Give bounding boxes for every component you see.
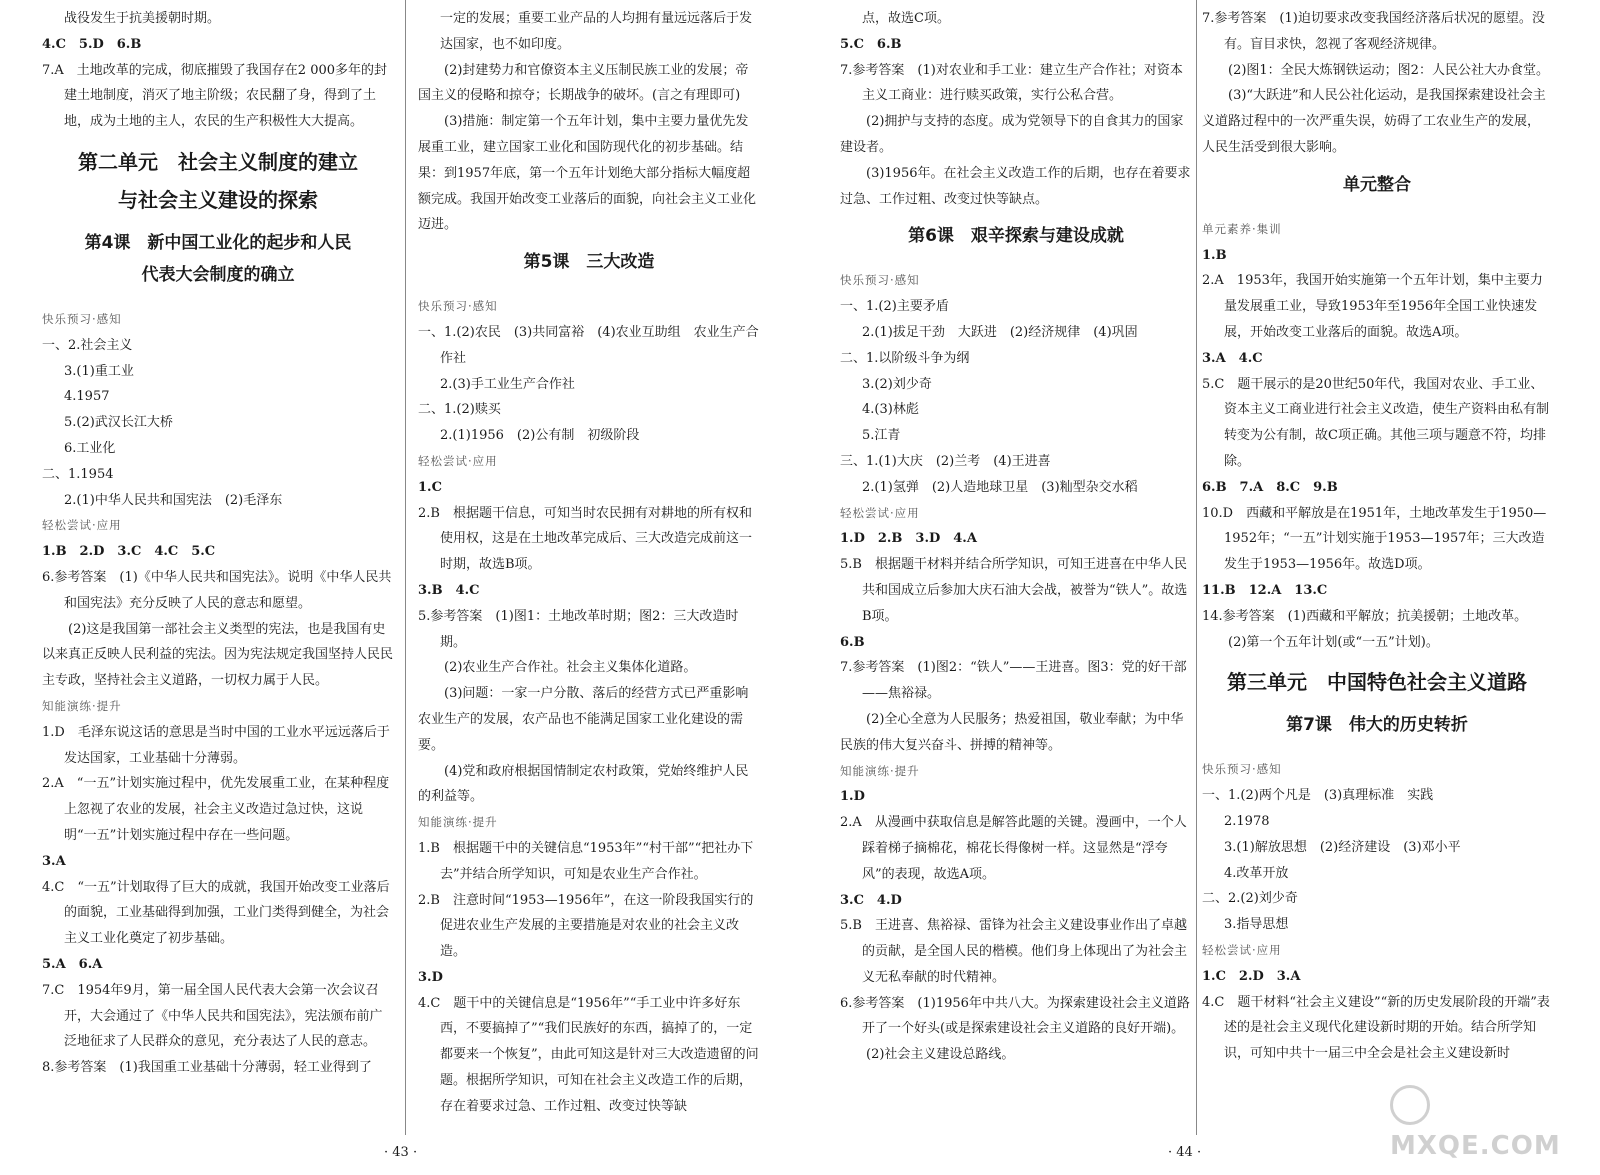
answer-line: 2.A “一五”计划实施过程中，优先发展重工业，在某种程度上忽视了农业的发展，社会主义改造过急过快，这说明“一五”计划实施过程中存在一些问题。 <box>42 776 390 843</box>
answer-line: 4.(3)林彪 <box>862 402 919 418</box>
answer-line: 一、1.(2)两个凡是 (3)真理标准 实践 <box>1202 788 1434 804</box>
column-divider-right <box>1196 0 1197 1135</box>
answer-line: (2)社会主义建设总路线。 <box>866 1047 1015 1063</box>
answer-line: 5.A 6.A <box>42 956 103 972</box>
answer-line: 一、1.(2)主要矛盾 <box>840 299 949 315</box>
answer-line: 3.(1)重工业 <box>64 363 134 379</box>
watermark-badge-icon <box>1390 1085 1430 1125</box>
answer-line: 一、2.社会主义 <box>42 337 133 353</box>
answer-line: 4.C 题干中的关键信息是“1956年”“手工业中许多好东西，不要搞掉了”“我们民族好的东西，搞掉了的，一定都要来一个恢复”，由此可知这是针对三大改造遗留的问题。根据所学知识，可知在社会主义改造工作的后期，存在着要求过急、工作过粗、改变过快等缺 <box>418 995 759 1114</box>
answer-line: 2.(1)1956 (2)公有制 初级阶段 <box>440 428 640 444</box>
answer-line: 5.B 王进喜、焦裕禄、雷锋为社会主义建设事业作出了卓越的贡献，是全国人民的楷模。他们身上体现出了为社会主义无私奉献的时代精神。 <box>840 918 1188 985</box>
section-label: 轻松尝试·应用 <box>418 453 498 468</box>
answer-line: 1.C 2.D 3.A <box>1202 968 1301 984</box>
answer-line: (2)这是我国第一部社会主义类型的宪法，也是我国有史以来真正反映人民利益的宪法。因为宪法规定我国坚持人民民主专政，坚持社会主义道路，一切权力属于人民。 <box>42 621 394 689</box>
answer-line: 4.C 5.D 6.B <box>42 36 142 52</box>
answer-line: (2)全心全意为人民服务；热爱祖国，敬业奉献；为中华民族的伟大复兴奋斗、拼搏的精神等。 <box>840 711 1184 753</box>
answer-line: 5.江青 <box>862 428 901 444</box>
answer-line: 3.指导思想 <box>1224 917 1289 933</box>
answer-line: 3.B 4.C <box>418 582 480 598</box>
page-number-left: · 43 · <box>384 1145 418 1160</box>
answer-line: 二、1.1954 <box>42 466 114 482</box>
answer-line: 2.B 根据题干信息，可知当时农民拥有对耕地的所有权和使用权，这是在土地改革完成后、三大改造完成前这一时期，故选B项。 <box>418 505 753 573</box>
answer-line: (2)拥护与支持的态度。成为党领导下的自食其力的国家建设者。 <box>840 114 1184 155</box>
answer-line: 7.C 1954年9月，第一届全国人民代表大会第一次会议召开，大会通过了《中华人民共和国宪法》，宪法颁布前广泛地征求了人民群众的意见，充分表达了人民的意志。 <box>42 982 383 1050</box>
answer-line: 2.(1)中华人民共和国宪法 (2)毛泽东 <box>64 492 283 508</box>
section-label: 单元素养·集训 <box>1202 221 1282 236</box>
answer-line: 3.C 4.D <box>840 892 902 908</box>
answer-line: 7.参考答案 (1)对农业和手工业：建立生产合作社；对资本主义工商业：进行赎买政策，实行公私合营。 <box>840 62 1183 104</box>
text-line: (3)措施：制定第一个五年计划，集中主要力量优先发展重工业，建立国家工业化和国防现代化的初步基础。结果：到1957年底，第一个五年计划绝大部分指标大幅度超额完成。我国开始改变工业落后的面貌，向社会主义工业化迈进。 <box>418 114 757 233</box>
answer-line: 7.参考答案 (1)图2：“铁人”——王进喜。图3：党的好干部——焦裕禄。 <box>840 660 1187 702</box>
answer-line: 1.D 2.B 3.D 4.A <box>840 531 977 547</box>
section-label: 知能演练·提升 <box>840 763 920 778</box>
section-label: 快乐预习·感知 <box>840 273 920 288</box>
answer-line: 3.A 4.C <box>1202 350 1263 366</box>
answer-line: 二、2.(2)刘少奇 <box>1202 891 1298 907</box>
answer-line: 2.(1)拔足干劲 大跃进 (2)经济规律 (4)巩固 <box>862 324 1138 340</box>
answer-line: 5.(2)武汉长江大桥 <box>64 415 173 431</box>
answer-line: 1.B 根据题干中的关键信息“1953年”“村干部”“把社办下去”并结合所学知识，可知是农业生产合作社。 <box>418 840 754 882</box>
answer-line: 三、1.(1)大庆 (2)兰考 (4)王进喜 <box>840 453 1051 469</box>
answer-line: 1.D <box>840 789 865 805</box>
text-line: (2)封建势力和官僚资本主义压制民族工业的发展；帝国主义的侵略和掠夺；长期战争的破坏。(言之有理即可) <box>418 62 749 104</box>
column-divider-left <box>405 0 406 1135</box>
lesson-title: 第7课 伟大的历史转折 <box>1286 715 1468 736</box>
answer-line: 3.D <box>418 969 443 985</box>
column-2 <box>418 6 760 1120</box>
answer-line: 一、1.(2)农民 (3)共同富裕 (4)农业互助组 农业生产合作社 <box>418 324 759 366</box>
watermark-logo: MXQE.COM <box>1390 1085 1560 1165</box>
answer-line: 2.1978 <box>1224 813 1270 829</box>
answer-line: 5.参考答案 (1)图1：土地改革时期；图2：三大改造时期。 <box>418 608 739 650</box>
answer-line: 4.改革开放 <box>1224 865 1289 881</box>
page-number-right: · 44 · <box>1168 1145 1202 1160</box>
answer-line: 4.1957 <box>64 389 110 405</box>
answer-line: 1.C <box>418 479 442 495</box>
answer-line: 二、1.以阶级斗争为纲 <box>840 350 970 366</box>
answer-line: 2.A 1953年，我国开始实施第一个五年计划，集中主要力量发展重工业，导致1953年至1956年全国工业快速发展，开始改变工业落后的面貌。故选A项。 <box>1202 273 1543 340</box>
section-title: 单元整合 <box>1343 174 1411 195</box>
lesson-title: 第5课 三大改造 <box>523 252 655 273</box>
answer-line: 14.参考答案 (1)西藏和平解放；抗美援朝；土地改革。 <box>1202 608 1528 624</box>
answer-line: 2.(1)氢弹 (2)人造地球卫星 (3)籼型杂交水稻 <box>862 479 1138 495</box>
answer-line: (2)第一个五年计划(或“一五”计划)。 <box>1228 634 1439 650</box>
section-label: 轻松尝试·应用 <box>1202 942 1282 957</box>
answer-line: 6.B 7.A 8.C 9.B <box>1202 479 1338 495</box>
section-label: 快乐预习·感知 <box>1202 762 1282 777</box>
answer-line: 6.参考答案 (1)1956年中共八大。为探索建设社会主义道路开了一个好头(或是探索建设社会主义道路的良好开端)。 <box>840 995 1190 1037</box>
answer-line: 1.B 2.D 3.C 4.C 5.C <box>42 544 216 560</box>
answer-line: 6.参考答案 (1)《中华人民共和国宪法》。说明《中华人民共和国宪法》充分反映了人民的意志和愿望。 <box>42 569 392 611</box>
answer-line: 7.参考答案 (1)迫切要求改变我国经济落后状况的愿望。没有。盲目求快，忽视了客观经济规律。 <box>1202 11 1545 52</box>
text-line: 一定的发展；重要工业产品的人均拥有量远远落后于发达国家，也不如印度。 <box>440 11 753 52</box>
unit-title: 第二单元 社会主义制度的建立 与社会主义建设的探索 <box>78 149 358 212</box>
text-line: 战役发生于抗美援朝时期。 <box>64 11 221 26</box>
answer-line: 7.A 土地改革的完成，彻底摧毁了我国存在2 000多年的封建土地制度，消灭了地主阶级；农民翻了身，得到了土地，成为土地的主人，农民的生产积极性大大提高。 <box>42 62 388 130</box>
answer-line: 6.工业化 <box>64 440 116 456</box>
answer-line: 10.D 西藏和平解放是在1951年，土地改革发生于1950—1952年；“一五”计划实施于1953—1957年；三大改造发生于1953—1956年。故选D项。 <box>1202 505 1547 573</box>
lesson-title: 第4课 新中国工业化的起步和人民 代表大会制度的确立 <box>84 232 352 285</box>
answer-line: 1.D 毛泽东说这话的意思是当时中国的工业水平远远落后于发达国家，工业基础十分薄弱。 <box>42 724 390 766</box>
answer-line: 6.B <box>840 634 865 650</box>
answer-line: (3)“大跃进”和人民公社化运动，是我国探索建设社会主义道路过程中的一次严重失误，妨碍了工农业生产的发展，人民生活受到很大影响。 <box>1202 88 1546 155</box>
column-1 <box>42 6 394 1081</box>
section-label: 知能演练·提升 <box>42 698 122 713</box>
answer-line: 2.(3)手工业生产合作社 <box>440 376 575 392</box>
answer-line: (3)1956年。在社会主义改造工作的后期，也存在着要求过急、工作过粗、改变过快等缺点。 <box>840 165 1191 207</box>
section-label: 快乐预习·感知 <box>418 299 498 314</box>
answer-line: 5.B 根据题干材料并结合所学知识，可知王进喜在中华人民共和国成立后参加大庆石油大会战，被誉为“铁人”。故选B项。 <box>840 557 1188 624</box>
answer-line: 8.参考答案 (1)我国重工业基础十分薄弱，轻工业得到了 <box>42 1060 372 1076</box>
section-label: 知能演练·提升 <box>418 815 498 830</box>
answer-line: (2)图1：全民大炼钢铁运动；图2：人民公社大办食堂。 <box>1228 62 1549 78</box>
answer-line: 二、1.(2)赎买 <box>418 402 501 418</box>
section-label: 快乐预习·感知 <box>42 311 122 326</box>
answer-line: 5.C 6.B <box>840 36 902 52</box>
section-label: 轻松尝试·应用 <box>42 518 122 533</box>
answer-line: (2)农业生产合作社。社会主义集体化道路。 <box>444 660 697 676</box>
column-3 <box>840 6 1192 1068</box>
answer-line: (3)问题：一家一户分散、落后的经营方式已严重影响农业生产的发展，农产品也不能满足国家工业化建设的需要。 <box>418 686 749 753</box>
answer-line: 3.(1)解放思想 (2)经济建设 (3)邓小平 <box>1224 839 1461 855</box>
lesson-title: 第6课 艰辛探索与建设成就 <box>908 226 1124 247</box>
unit-title: 第三单元 中国特色社会主义道路 <box>1227 670 1527 695</box>
answer-line: 5.C 题干展示的是20世纪50年代，我国对农业、手工业、资本主义工商业进行社会主义改造，使生产资料由私有制转变为公有制，故C项正确。其他三项与题意不符，均排除。 <box>1202 376 1550 469</box>
answer-line: 11.B 12.A 13.C <box>1202 582 1328 598</box>
section-label: 轻松尝试·应用 <box>840 505 920 520</box>
text-line: 点，故选C项。 <box>862 11 950 26</box>
column-4 <box>1202 6 1552 1067</box>
answer-line: 1.B <box>1202 247 1227 263</box>
answer-line: 4.C 题干材料“社会主义建设”“新的历史发展阶段的开端”表述的是社会主义现代化建设新时期的开始。结合所学知识，可知中共十一届三中全会是社会主义建设新时 <box>1202 994 1550 1062</box>
answer-line: 3.A <box>42 853 66 869</box>
answer-line: 2.A 从漫画中获取信息是解答此题的关键。漫画中，一个人踩着梯子摘棉花，棉花长得像树一样。这显然是“浮夸风”的表现，故选A项。 <box>840 815 1187 882</box>
answer-line: 2.B 注意时间“1953—1956年”，在这一阶段我国实行的促进农业生产发展的主要措施是对农业的社会主义改造。 <box>418 892 754 960</box>
answer-line: 3.(2)刘少奇 <box>862 376 932 392</box>
answer-line: (4)党和政府根据国情制定农村政策，党始终维护人民的利益等。 <box>418 763 749 805</box>
answer-line: 4.C “一五”计划取得了巨大的成就，我国开始改变工业落后的面貌，工业基础得到加强，工业门类得到健全，为社会主义工业化奠定了初步基础。 <box>42 879 390 947</box>
